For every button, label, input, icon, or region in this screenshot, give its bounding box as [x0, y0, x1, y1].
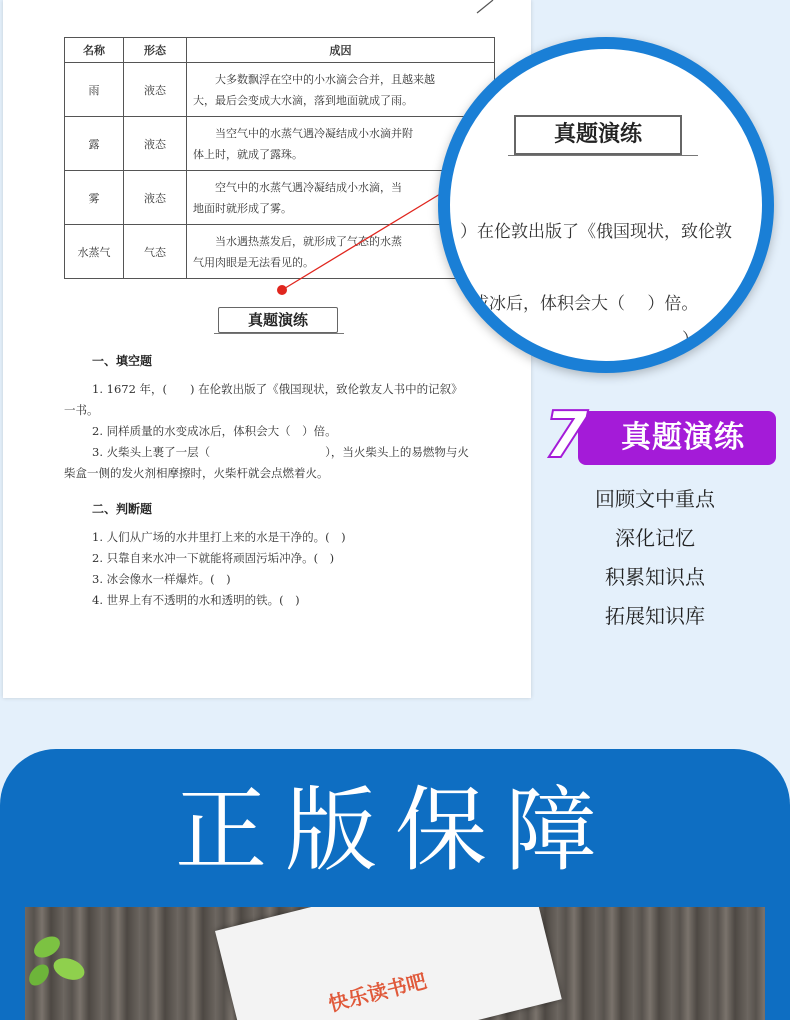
feature-point: 积累知识点: [605, 565, 705, 589]
table-header: 名称: [65, 38, 124, 63]
page-corner-mark: [473, 0, 497, 14]
table-cell: 液态: [124, 117, 187, 171]
magnified-badge: [508, 111, 688, 159]
magnified-badge-label: 真题演练: [514, 115, 682, 155]
table-cell: 液态: [124, 63, 187, 117]
question-item: 1. 人们从广场的水井里打上来的水是干净的。( ): [92, 530, 346, 544]
feature-point: 深化记忆: [615, 526, 695, 550]
fill-blank-heading: 一、填空题: [92, 354, 153, 368]
table-header: 形态: [124, 38, 187, 63]
table-cell: 液态: [124, 171, 187, 225]
feature-points: [555, 480, 755, 636]
table-cell: 雾: [65, 171, 124, 225]
table-row: [65, 117, 495, 171]
feature-label: 真题演练: [621, 420, 745, 455]
magnifier-circle: [438, 37, 774, 373]
magnified-text: ）: [682, 330, 699, 350]
book-title: 快乐读书吧: [325, 968, 429, 1017]
table-cell: 气态: [124, 225, 187, 279]
table-cell: 当水遇热蒸发后，就形成了气态的水蒸 气用肉眼是无法看见的。: [187, 225, 495, 279]
table-cell: 雨: [65, 63, 124, 117]
table-header: 成因: [187, 38, 495, 63]
section-badge-label: 真题演练: [218, 307, 338, 333]
question-item: 1. 1672 年，( ) 在伦敦出版了《俄国现状，致伦敦友人书中的记叙》 一书。: [64, 382, 463, 417]
guarantee-title: 正版保障: [174, 777, 615, 884]
table-cell: 水蒸气: [65, 225, 124, 279]
plant-icon: [25, 917, 105, 997]
magnified-text: ）在伦敦出版了《俄国现状，致伦敦: [460, 222, 732, 242]
table-cell: 露: [65, 117, 124, 171]
true-false-heading: 二、判断题: [92, 502, 153, 516]
badge-underline: [214, 333, 344, 334]
table-cell: 当空气中的水蒸气遇冷凝结成小水滴并附 体上时，就成了露珠。: [187, 117, 495, 171]
question-item: 3. 火柴头上裹了一层（ ），当火柴头上的易燃物与火 柴盒一侧的发火剂相摩擦时，火柴杆就会点燃着火。: [64, 445, 469, 480]
question-item: 4. 世界上有不透明的水和透明的铁。( ): [92, 593, 300, 607]
question-item: 3. 冰会像水一样爆炸。( ): [92, 572, 231, 586]
feature-point: 回顾文中重点: [595, 487, 715, 511]
feature-number: 7: [543, 399, 589, 473]
question-item: 2. 同样质量的水变成冰后，体积会大（ ）倍。: [92, 424, 337, 438]
product-photo: [25, 907, 765, 1020]
table-cell: 大多数飘浮在空中的小水滴会合并，且越来越 大，最后会变成大水滴，落到地面就成了雨。: [187, 63, 495, 117]
section-badge: [214, 303, 344, 337]
question-item: 2. 只靠自来水冲一下就能将顽固污垢冲净。( ): [92, 551, 335, 565]
exercise-content: [64, 352, 499, 611]
magnified-badge-underline: [508, 155, 698, 156]
table-row: [65, 63, 495, 117]
magnified-text: 成冰后，体积会大（ ）倍。: [472, 294, 699, 314]
feature-point: 拓展知识库: [605, 604, 705, 628]
feature-badge: [538, 399, 778, 473]
table-cell: 空气中的水蒸气遇冷凝结成小水滴，当 地面时就形成了雾。: [187, 171, 495, 225]
